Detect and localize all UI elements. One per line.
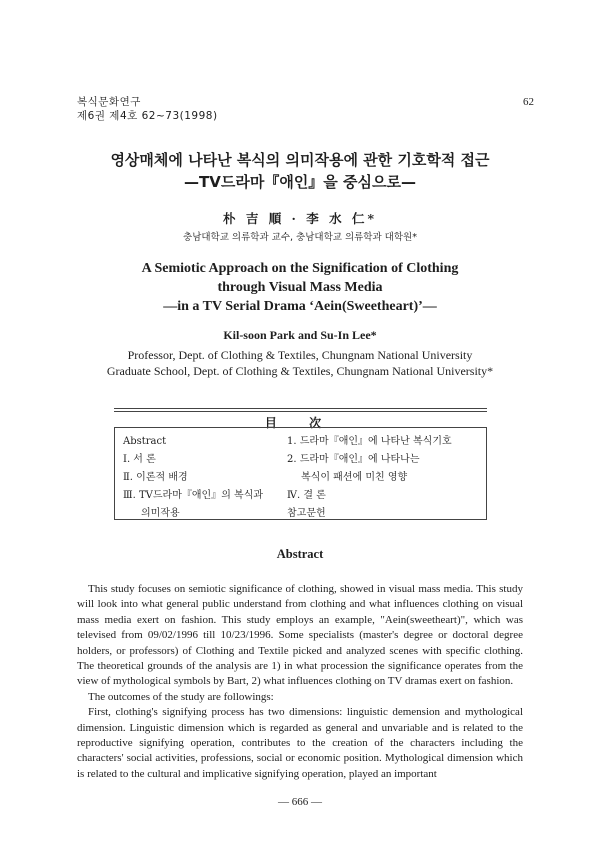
toc-item: Ⅰ. 서 론 <box>123 454 156 465</box>
page-number: 62 <box>523 96 534 108</box>
toc-item: Ⅱ. 이론적 배경 <box>123 472 188 483</box>
toc-item: 1. 드라마『애인』에 나타난 복식기호 <box>287 436 452 447</box>
journal-name: 복식문화연구 <box>77 96 141 108</box>
korean-title-line2: —TV드라마『애인』을 중심으로— <box>184 173 416 191</box>
abstract-paragraph: The outcomes of the study are followings: <box>88 690 274 703</box>
abstract-body <box>77 582 523 782</box>
english-affiliation-line2: Graduate School, Dept. of Clothing & Textiles, Chungnam National University* <box>106 364 494 378</box>
english-title-line3: —in a TV Serial Drama ‘Aein(Sweetheart)’— <box>163 299 437 314</box>
journal-volume: 제6권 제4호 62~73(1998) <box>77 110 218 122</box>
toc-item: Ⅳ. 결 론 <box>287 490 326 501</box>
abstract-paragraph: This study focuses on semiotic significance of clothing, showed in visual mass media. This study will look into what general public understand from clothing and what influences clothing on visual mass media exert on fashion. This study employs an example, "Aein(sweetheart)", which was televised from 09/02/1996 till 10/23/1996. Some specialists (master's degree or doctoral degree holders, or professors) of Clothing and Textile picked and analyzed scenes with specific clothing. The theoretical grounds of the analysis are 1) in what procession the significance operates from the view of mythological symbols by Bart, 2) what influences clothing on TV dramas exert on fashion. <box>77 583 523 688</box>
korean-affiliation: 충남대학교 의류학과 교수, 충남대학교 의류학과 대학원* <box>183 232 417 243</box>
journal-info <box>77 95 218 123</box>
english-title <box>0 259 600 316</box>
table-of-contents <box>114 427 487 520</box>
footer-page-number: — 666 — <box>278 796 322 808</box>
toc-heading: 目 次 <box>264 416 336 430</box>
abstract-heading: Abstract <box>276 547 324 561</box>
toc-top-rule <box>114 408 487 409</box>
toc-item: 복식이 패션에 미친 영향 <box>301 472 408 483</box>
english-title-line2: through Visual Mass Media <box>217 280 383 295</box>
toc-top-rule-inner <box>114 411 487 412</box>
korean-authors: 朴 吉 順 · 李 水 仁* <box>223 211 377 226</box>
english-authors: Kil-soon Park and Su-In Lee* <box>223 328 377 342</box>
korean-title-line1: 영상매체에 나타난 복식의 의미작용에 관한 기호학적 접근 <box>110 151 490 169</box>
toc-item: Ⅲ. TV드라마『애인』의 복식과 <box>123 490 264 501</box>
abstract-paragraph: First, clothing's signifying process has two dimensions: linguistic demension and mythological dimension. Linguistic dimension which is regarded as general and unvariable and is related to the reproductive signifying operation, contributes to the creation of the characters including the characters' social activities, professions, social or economic position. Mythological dimension which is related to the cultural and implicative signifying operation, played an important <box>77 706 523 780</box>
toc-right-column <box>287 433 452 523</box>
toc-item: 2. 드라마『애인』에 나타나는 <box>287 454 420 465</box>
toc-item: 의미작용 <box>141 508 180 519</box>
toc-item: 참고문헌 <box>287 508 326 519</box>
toc-item: Abstract <box>123 436 167 447</box>
english-affiliation-line1: Professor, Dept. of Clothing & Textiles, Chungnam National University <box>127 348 473 362</box>
toc-left-column <box>123 433 263 523</box>
english-title-line1: A Semiotic Approach on the Signification of Clothing <box>141 261 459 276</box>
